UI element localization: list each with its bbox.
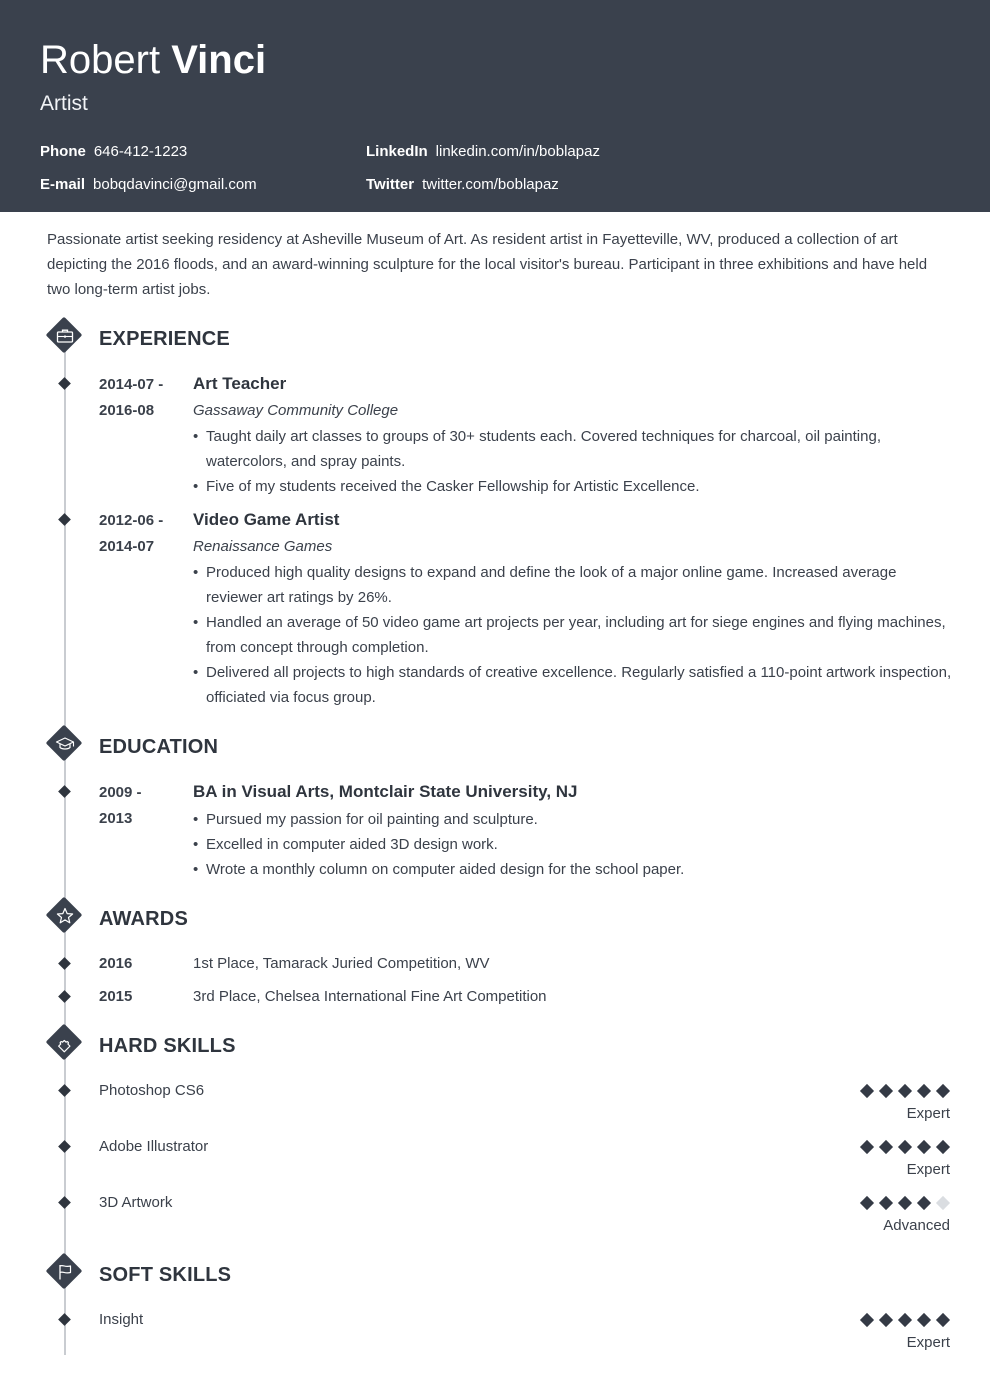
date-start: 2012-06 - xyxy=(99,512,164,529)
position-title: Art Teacher xyxy=(193,374,287,393)
rating-diamond-filled xyxy=(879,1196,893,1210)
rating-diamond-filled xyxy=(917,1313,931,1327)
list-item: • Excelled in computer aided 3D design work. xyxy=(193,832,953,857)
rating-diamond-filled xyxy=(879,1140,893,1154)
timeline-marker xyxy=(58,785,71,798)
soft-skills-section-icon xyxy=(47,1254,83,1290)
date-start: 2009 - xyxy=(99,784,142,801)
education-heading: EDUCATION xyxy=(99,736,219,758)
last-name: Vinci xyxy=(171,38,267,82)
timeline-marker xyxy=(58,1140,71,1153)
contact-phone xyxy=(40,142,187,162)
contact-label: LinkedIn xyxy=(366,143,428,160)
twitter-link[interactable]: twitter.com/boblapaz xyxy=(422,176,559,193)
date-end: 2016-08 xyxy=(99,402,155,419)
award-year: 2016 xyxy=(99,955,133,972)
timeline-marker xyxy=(58,957,71,970)
list-item: • Wrote a monthly column on computer aided design for the school paper. xyxy=(193,857,953,882)
award-year: 2015 xyxy=(99,988,133,1005)
skill-rating xyxy=(850,1311,950,1329)
rating-diamond-filled xyxy=(879,1084,893,1098)
skill-name: Photoshop CS6 xyxy=(99,1082,205,1099)
phone-value[interactable]: 646-412-1223 xyxy=(93,143,188,160)
timeline-marker xyxy=(58,377,71,390)
rating-diamond-filled xyxy=(860,1196,874,1210)
timeline-marker xyxy=(58,513,71,526)
education-list xyxy=(193,807,953,882)
rating-diamond-filled xyxy=(860,1140,874,1154)
resume-header xyxy=(0,0,990,212)
rating-diamond-filled xyxy=(936,1140,950,1154)
skill-level: Expert xyxy=(906,1105,950,1122)
rating-diamond-filled xyxy=(898,1196,912,1210)
skill-rating xyxy=(850,1138,950,1156)
achievement-list xyxy=(193,424,953,499)
contact-label: Phone xyxy=(40,143,86,160)
list-item: • Five of my students received the Casker Fellowship for Artistic Excellence. xyxy=(193,474,953,499)
date-end: 2013 xyxy=(99,810,133,827)
list-item: • Produced high quality designs to expand and define the look of a major online game. Increased average reviewer art ratings by 26%. xyxy=(193,560,953,610)
skill-name: Adobe Illustrator xyxy=(99,1138,209,1155)
rating-diamond-filled xyxy=(898,1084,912,1098)
soft-skills-heading: SOFT SKILLS xyxy=(99,1264,232,1286)
summary-paragraph: Passionate artist seeking residency at Asheville Museum of Art. As resident artist in Fayetteville, WV, produced a collection of art depicting the 2016 floods, and an award-winning sculpture for the local visitor's bureau. Participant in three exhibitions and have held two long-term artist jobs. xyxy=(47,231,928,298)
education-section-icon xyxy=(47,726,83,762)
contact-email xyxy=(40,175,257,195)
first-name: Robert xyxy=(40,38,161,82)
timeline-marker xyxy=(58,990,71,1003)
rating-diamond-filled xyxy=(898,1313,912,1327)
experience-heading: EXPERIENCE xyxy=(99,328,230,350)
date-end: 2014-07 xyxy=(99,538,155,555)
degree-title: BA in Visual Arts, Montclair State University, NJ xyxy=(193,782,578,801)
achievement-list xyxy=(193,560,953,710)
company-name: Gassaway Community College xyxy=(193,402,399,419)
skill-name: 3D Artwork xyxy=(99,1194,173,1211)
contact-label: Twitter xyxy=(366,176,415,193)
rating-diamond-filled xyxy=(936,1313,950,1327)
awards-section-icon xyxy=(47,898,83,934)
graduation-cap-icon xyxy=(55,734,75,754)
skill-level: Expert xyxy=(906,1161,950,1178)
awards-heading: AWARDS xyxy=(99,908,188,930)
briefcase-icon xyxy=(55,326,75,346)
rating-diamond-filled xyxy=(917,1196,931,1210)
rating-diamond-filled xyxy=(936,1084,950,1098)
rating-diamond-filled xyxy=(860,1084,874,1098)
linkedin-link[interactable]: linkedin.com/in/boblapaz xyxy=(435,143,600,160)
list-item: • Pursued my passion for oil painting and sculpture. xyxy=(193,807,953,832)
hard-skills-section-icon xyxy=(47,1025,83,1061)
contact-label: E-mail xyxy=(40,176,86,193)
award-text: 3rd Place, Chelsea International Fine Art Competition xyxy=(193,988,547,1005)
date-start: 2014-07 - xyxy=(99,376,164,393)
star-icon xyxy=(55,906,75,926)
skill-level: Advanced xyxy=(883,1217,950,1234)
puzzle-icon xyxy=(55,1033,75,1053)
rating-diamond-filled xyxy=(879,1313,893,1327)
hard-skills-heading: HARD SKILLS xyxy=(99,1035,236,1057)
list-item: • Delivered all projects to high standards of creative excellence. Regularly satisfied a 110-point artwork inspection, officiated via focus group. xyxy=(193,660,953,710)
job-title: Artist xyxy=(40,92,88,115)
position-title: Video Game Artist xyxy=(193,510,340,529)
rating-diamond-filled xyxy=(898,1140,912,1154)
skill-level: Expert xyxy=(906,1334,950,1351)
timeline-marker xyxy=(58,1313,71,1326)
skill-rating xyxy=(850,1082,950,1100)
skill-name: Insight xyxy=(99,1311,144,1328)
candidate-name xyxy=(40,36,266,84)
experience-section-icon xyxy=(47,318,83,354)
contact-linkedin xyxy=(366,142,600,162)
rating-diamond-empty xyxy=(936,1196,950,1210)
company-name: Renaissance Games xyxy=(193,538,333,555)
award-text: 1st Place, Tamarack Juried Competition, WV xyxy=(193,955,490,972)
skill-rating xyxy=(850,1194,950,1212)
email-link[interactable]: bobqdavinci@gmail.com xyxy=(93,176,257,193)
rating-diamond-filled xyxy=(860,1313,874,1327)
timeline-marker xyxy=(58,1084,71,1097)
list-item: • Taught daily art classes to groups of 30+ students each. Covered techniques for charcoal, oil painting, watercolors, and spray paints. xyxy=(193,424,953,474)
rating-diamond-filled xyxy=(917,1140,931,1154)
contact-twitter xyxy=(366,175,559,195)
list-item: • Handled an average of 50 video game art projects per year, including art for siege engines and flying machines, from concept through completion. xyxy=(193,610,953,660)
flag-icon xyxy=(55,1262,75,1282)
timeline-marker xyxy=(58,1196,71,1209)
rating-diamond-filled xyxy=(917,1084,931,1098)
